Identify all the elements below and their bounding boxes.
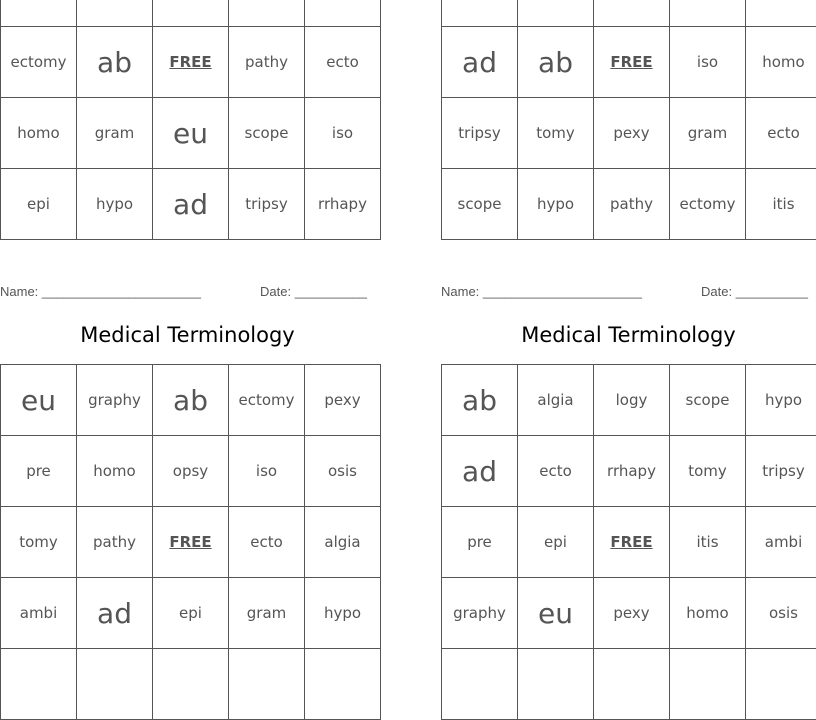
card-title-right: Medical Terminology xyxy=(441,323,816,347)
grid-row xyxy=(442,169,816,240)
grid-row xyxy=(442,436,816,507)
bingo-cell xyxy=(305,649,381,720)
bingo-cell xyxy=(594,649,670,720)
bingo-cell: ecto xyxy=(518,436,594,507)
bingo-cell xyxy=(442,0,518,27)
date-field: Date: __________ xyxy=(260,284,367,299)
bingo-grid-top-left xyxy=(0,0,381,240)
grid-row xyxy=(442,0,816,27)
bingo-cell: ad xyxy=(77,578,153,649)
grid-row xyxy=(1,578,381,649)
bingo-cell xyxy=(229,649,305,720)
bingo-cell: ectomy xyxy=(670,169,746,240)
name-field: Name: ______________________ xyxy=(0,284,201,299)
grid-row xyxy=(442,578,816,649)
bingo-cell: opsy xyxy=(153,436,229,507)
bingo-cell xyxy=(153,0,229,27)
grid-row xyxy=(1,507,381,578)
bingo-cell xyxy=(77,649,153,720)
bingo-cell: ambi xyxy=(746,507,816,578)
bingo-cell: pexy xyxy=(594,98,670,169)
bingo-cell: eu xyxy=(518,578,594,649)
bingo-cell: tripsy xyxy=(746,436,816,507)
bingo-cell: hypo xyxy=(305,578,381,649)
bingo-cell: homo xyxy=(670,578,746,649)
bingo-grid-top-right xyxy=(441,0,816,240)
bingo-cell: osis xyxy=(305,436,381,507)
bingo-cell: ecto xyxy=(229,507,305,578)
bingo-cell xyxy=(1,649,77,720)
bingo-cell: hypo xyxy=(77,169,153,240)
bingo-cell: gram xyxy=(670,98,746,169)
grid-row xyxy=(1,98,381,169)
bingo-cell: homo xyxy=(77,436,153,507)
bingo-cell: iso xyxy=(305,98,381,169)
grid-row xyxy=(442,649,816,720)
bingo-cell: tripsy xyxy=(229,169,305,240)
name-field: Name: ______________________ xyxy=(441,284,642,299)
bingo-grid-bottom-right xyxy=(441,364,816,720)
bingo-cell: ab xyxy=(77,27,153,98)
name-date-line-right xyxy=(441,284,816,304)
bingo-cell: hypo xyxy=(518,169,594,240)
bingo-cell: pathy xyxy=(594,169,670,240)
bingo-cell: itis xyxy=(746,169,816,240)
bingo-cell: ectomy xyxy=(1,27,77,98)
bingo-cell: scope xyxy=(670,365,746,436)
bingo-cell: homo xyxy=(746,27,816,98)
bingo-cell: scope xyxy=(442,169,518,240)
bingo-cell: pathy xyxy=(229,27,305,98)
bingo-cell: ad xyxy=(442,27,518,98)
bingo-cell: ab xyxy=(442,365,518,436)
date-field: Date: __________ xyxy=(701,284,808,299)
bingo-cell xyxy=(1,0,77,27)
bingo-cell xyxy=(229,0,305,27)
bingo-cell: graphy xyxy=(442,578,518,649)
bingo-cell: pre xyxy=(442,507,518,578)
bingo-cell xyxy=(153,649,229,720)
bingo-cell: eu xyxy=(1,365,77,436)
bingo-cell: osis xyxy=(746,578,816,649)
bingo-cell: algia xyxy=(305,507,381,578)
bingo-cell xyxy=(746,649,816,720)
bingo-cell: pre xyxy=(1,436,77,507)
bingo-grid-bottom-left xyxy=(0,364,381,720)
grid-row xyxy=(442,27,816,98)
bingo-cell: epi xyxy=(1,169,77,240)
bingo-cell: scope xyxy=(229,98,305,169)
grid-row xyxy=(1,169,381,240)
bingo-cell: logy xyxy=(594,365,670,436)
bingo-cell: algia xyxy=(518,365,594,436)
bingo-cell: tomy xyxy=(670,436,746,507)
bingo-cell: tripsy xyxy=(442,98,518,169)
bingo-cell: iso xyxy=(670,27,746,98)
bingo-cell: ecto xyxy=(305,27,381,98)
bingo-cell: pexy xyxy=(594,578,670,649)
bingo-cell xyxy=(442,649,518,720)
bingo-cell: homo xyxy=(1,98,77,169)
grid-row xyxy=(1,649,381,720)
bingo-cell: ectomy xyxy=(229,365,305,436)
bingo-cell: ecto xyxy=(746,98,816,169)
bingo-cell: ab xyxy=(518,27,594,98)
bingo-cell xyxy=(518,0,594,27)
free-space-cell: FREE xyxy=(153,507,229,578)
grid-row xyxy=(442,365,816,436)
bingo-cell: graphy xyxy=(77,365,153,436)
grid-row xyxy=(1,0,381,27)
grid-row xyxy=(1,365,381,436)
bingo-cell: pathy xyxy=(77,507,153,578)
grid-row xyxy=(1,27,381,98)
bingo-cell: pexy xyxy=(305,365,381,436)
name-date-line-left xyxy=(0,284,375,304)
bingo-cell xyxy=(746,0,816,27)
bingo-cell xyxy=(305,0,381,27)
bingo-cell: ad xyxy=(442,436,518,507)
bingo-cell xyxy=(77,0,153,27)
bingo-cell: ab xyxy=(153,365,229,436)
bingo-cell: rrhapy xyxy=(305,169,381,240)
grid-row xyxy=(442,98,816,169)
bingo-cell: iso xyxy=(229,436,305,507)
bingo-cell xyxy=(594,0,670,27)
bingo-cell: itis xyxy=(670,507,746,578)
bingo-cell xyxy=(518,649,594,720)
grid-row xyxy=(442,507,816,578)
card-title-left: Medical Terminology xyxy=(0,323,375,347)
bingo-cell: eu xyxy=(153,98,229,169)
bingo-cell: gram xyxy=(77,98,153,169)
bingo-cell xyxy=(670,649,746,720)
bingo-cell: epi xyxy=(518,507,594,578)
bingo-cell: epi xyxy=(153,578,229,649)
grid-row xyxy=(1,436,381,507)
bingo-cell: ad xyxy=(153,169,229,240)
bingo-cell: gram xyxy=(229,578,305,649)
bingo-cell: ambi xyxy=(1,578,77,649)
free-space-cell: FREE xyxy=(153,27,229,98)
bingo-cell: tomy xyxy=(518,98,594,169)
free-space-cell: FREE xyxy=(594,27,670,98)
bingo-cell: hypo xyxy=(746,365,816,436)
bingo-cell: tomy xyxy=(1,507,77,578)
free-space-cell: FREE xyxy=(594,507,670,578)
bingo-cell xyxy=(670,0,746,27)
bingo-cell: rrhapy xyxy=(594,436,670,507)
